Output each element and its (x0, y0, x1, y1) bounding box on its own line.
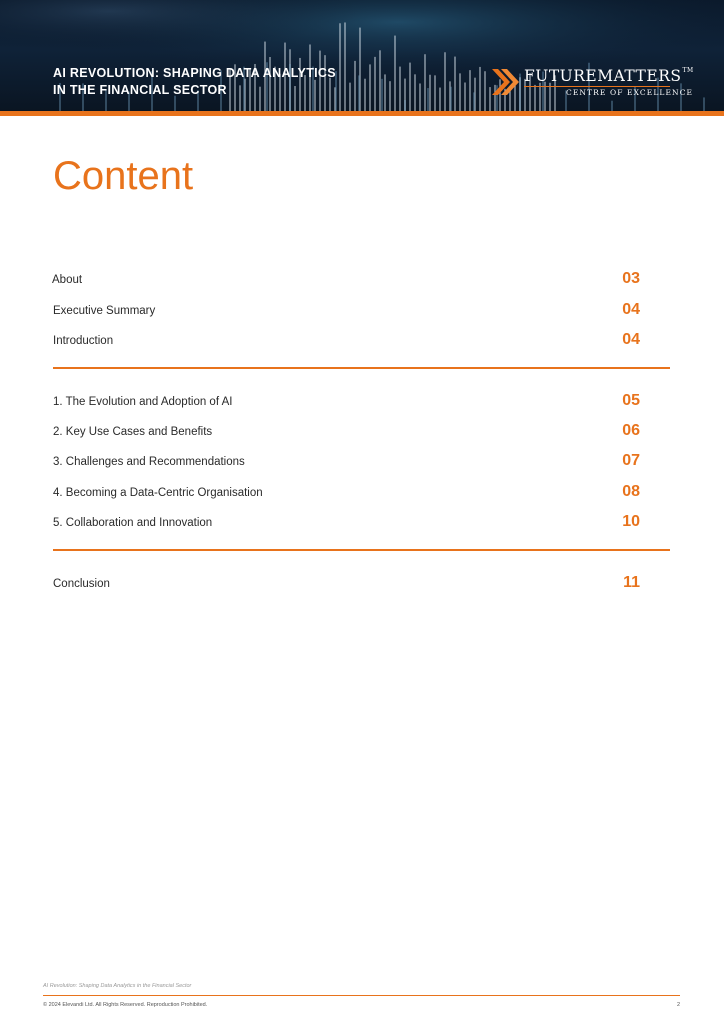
toc-entry-label: About (52, 274, 83, 286)
logo-wordmark: FUTUREMATTERS™ (524, 67, 694, 85)
toc-entry-label: Conclusion (53, 578, 110, 590)
report-title-line1: AI REVOLUTION: SHAPING DATA ANALYTICS (53, 66, 336, 80)
toc-entry-label: 5. Collaboration and Innovation (53, 517, 213, 529)
page-title: Content (53, 154, 194, 198)
toc-entry-about[interactable] (53, 266, 640, 288)
toc-entry-chapter-4[interactable] (53, 479, 640, 501)
toc-entry-page: 07 (622, 452, 640, 469)
footer-document-title: AI Revolution: Shaping Data Analytics in the Financial Sector (43, 983, 192, 989)
toc-entry-introduction[interactable] (53, 327, 640, 349)
toc-divider (53, 367, 670, 369)
toc-entry-label: 1. The Evolution and Adoption of AI (53, 396, 233, 408)
footer-divider (43, 995, 680, 996)
toc-entry-chapter-3[interactable] (53, 448, 640, 470)
header-accent-bar (0, 111, 724, 116)
toc-entry-page: 06 (622, 422, 640, 439)
toc-entry-chapter-1[interactable] (53, 388, 640, 410)
toc-entry-page: 04 (622, 331, 640, 348)
toc-entry-page: 04 (622, 301, 640, 318)
toc-entry-label: 3. Challenges and Recommendations (53, 456, 245, 468)
double-chevron-logo-icon (492, 69, 520, 95)
futurematters-logo (492, 66, 694, 102)
toc-entry-executive-summary[interactable] (53, 297, 640, 319)
toc-entry-label: 4. Becoming a Data-Centric Organisation (53, 487, 263, 499)
footer-page-number: 2 (676, 1002, 680, 1008)
report-title-line2: IN THE FINANCIAL SECTOR (53, 83, 227, 97)
toc-divider (53, 549, 670, 551)
header-banner (0, 0, 724, 111)
toc-entry-page: 08 (622, 483, 640, 500)
toc-entry-page: 10 (622, 513, 640, 530)
logo-tagline: CENTRE OF EXCELLENCE (566, 88, 694, 97)
toc-entry-label: 2. Key Use Cases and Benefits (53, 426, 213, 438)
toc-entry-label: Executive Summary (53, 305, 156, 317)
report-title (53, 65, 336, 99)
toc-entry-label: Introduction (53, 335, 114, 347)
footer-copyright: © 2024 Elevandi Ltd. All Rights Reserved. Reproduction Prohibited. (43, 1002, 208, 1008)
toc-entry-conclusion[interactable] (53, 570, 640, 592)
toc-entry-page: 11 (623, 574, 640, 591)
toc-entry-page: 03 (622, 270, 640, 287)
toc-entry-page: 05 (622, 392, 640, 409)
toc-entry-chapter-5[interactable] (53, 509, 640, 531)
toc-entry-chapter-2[interactable] (53, 418, 640, 440)
logo-divider (524, 86, 670, 87)
